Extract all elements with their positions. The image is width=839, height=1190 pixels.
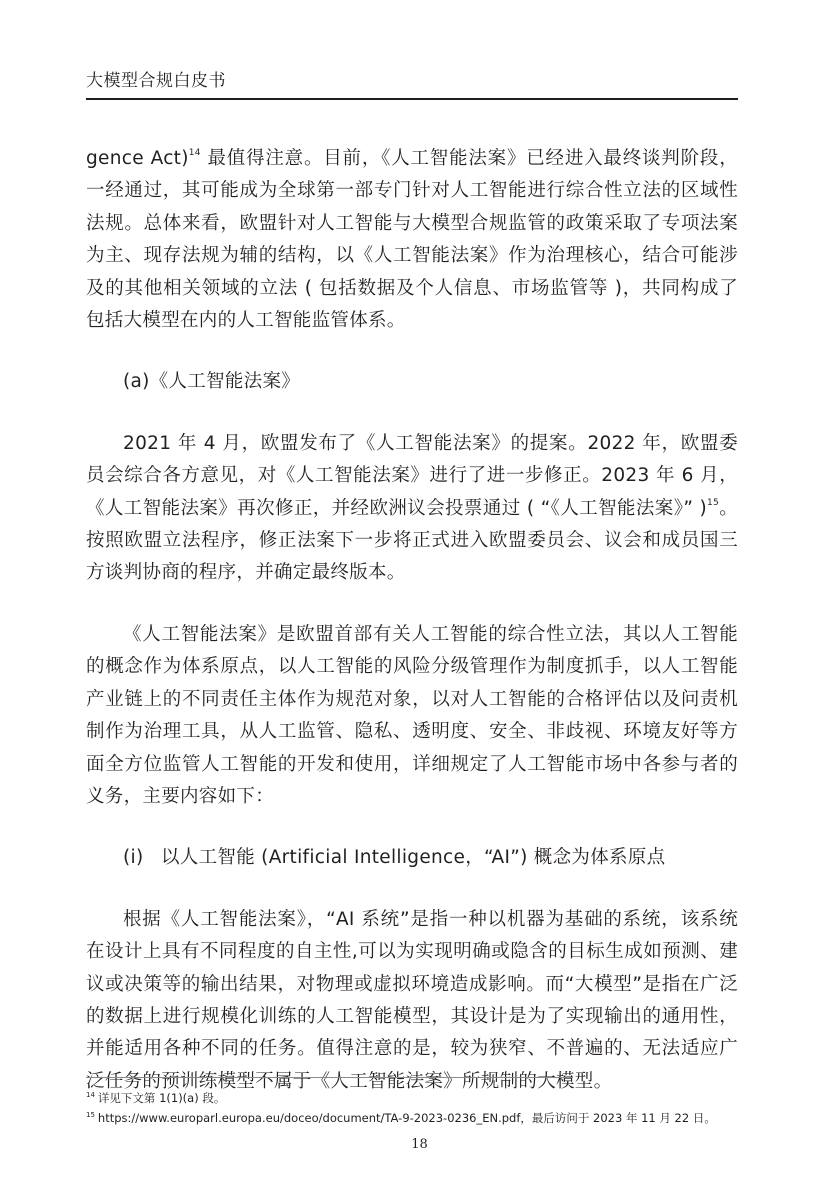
- footnote-ref-14[interactable]: 14: [188, 148, 201, 158]
- paragraph-text: gence Act): [86, 148, 189, 169]
- footnotes: [86, 1088, 738, 1128]
- paragraph-eu-overview: [86, 143, 738, 337]
- paragraph-ai-act-summary: 《人工智能法案》是欧盟首部有关人工智能的综合性立法，其以人工智能的概念作为体系原点，以人工智能的风险分级管理作为制度抓手，以人工智能产业链上的不同责任主体作为规范对象，以对人工智能的合格评估以及问责机制作为治理工具，从人工监管、隐私、透明度、安全、非歧视、环境友好等方面全方位监管人工智能的开发和使用，详细规定了人工智能市场中各参与者的义务，主要内容如下：: [86, 623, 738, 807]
- paragraph-text: 2021 年 4 月，欧盟发布了《人工智能法案》的提案。2022 年，欧盟委员会综合各方意见，对《人工智能法案》进行了进一步修正。2023 年 6 月，《人工智能法案》再次修正，并经欧洲议会投票通过 ( “《人工智能法案》” ): [86, 432, 738, 519]
- section-heading-a: (a)《人工智能法案》: [123, 371, 301, 393]
- section-heading-i: [123, 842, 738, 874]
- running-header: 大模型合规白皮书: [86, 71, 226, 91]
- header-divider: [86, 98, 738, 100]
- footnote-text: 详见下文第 1(1)(a) 段。: [97, 1091, 226, 1105]
- paragraph-ai-act-history: [86, 428, 738, 590]
- footnote-item: [86, 1108, 738, 1128]
- footnote-text[interactable]: https://www.europarl.europa.eu/doceo/document/TA-9-2023-0236_EN.pdf，最后访问于 2023 年 11 月 22 日。: [97, 1111, 716, 1125]
- body-text: [86, 143, 738, 1127]
- page-number: 18: [411, 1137, 428, 1152]
- footnote-number: 14: [86, 1091, 95, 1099]
- footnote-item: [86, 1088, 738, 1108]
- footnote-number: 15: [86, 1111, 95, 1119]
- paragraph-ai-definition: 根据《人工智能法案》，“AI 系统”是指一种以机器为基础的系统，该系统在设计上具有不同程度的自主性,可以为实现明确或隐含的目标生成如预测、建议或决策等的输出结果，对物理或虚拟环境造成影响。而“大模型”是指在广泛的数据上进行规模化训练的人工智能模型，其设计是为了实现输出的通用性，并能适用各种不同的任务。值得注意的是，较为狭窄、不普遍的、无法适应广泛任务的预训练模型不属于《人工智能法案》所规制的大模型。: [86, 908, 738, 1092]
- footnote-ref-15[interactable]: 15: [707, 497, 720, 508]
- heading-number: (i): [123, 847, 144, 869]
- heading-text: 以人工智能 (Artificial Intelligence，“AI”) 概念为体系原点: [161, 847, 666, 869]
- footnote-divider: [86, 1077, 573, 1078]
- paragraph-text: 。按照欧盟立法程序，修正法案下一步将正式进入欧盟委员会、议会和成员国三方谈判协商的程序，并确定最终版本。: [86, 497, 738, 584]
- paragraph-text: 最值得注意。目前，《人工智能法案》已经进入最终谈判阶段，一经通过，其可能成为全球第一部专门针对人工智能进行综合性立法的区域性法规。总体来看，欧盟针对人工智能与大模型合规监管的政策采取了专项法案为主、现存法规为辅的结构，以《人工智能法案》作为治理核心，结合可能涉及的其他相关领域的立法 ( 包括数据及个人信息、市场监管等 )，共同构成了包括大模型在内的人工智能监管体系。: [86, 148, 738, 332]
